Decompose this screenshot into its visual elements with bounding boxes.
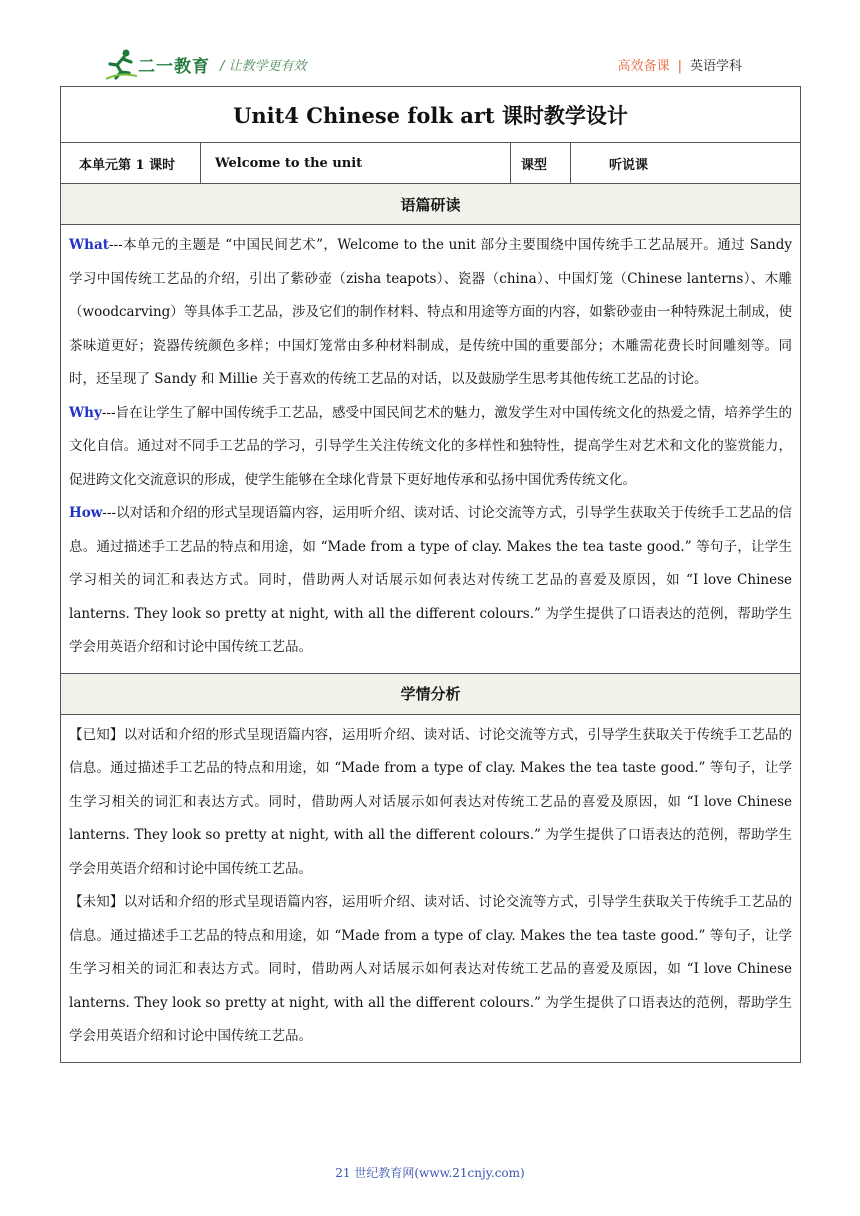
how-label: How [69,505,103,521]
text-study-content [61,225,801,674]
info-row [61,143,801,184]
lesson-name: Welcome to the unit [201,143,511,184]
what-paragraph [69,229,792,397]
learner-analysis-content [61,714,801,1062]
header-right [618,55,742,74]
page-footer: 21 世纪教育网(www.21cnjy.com) [335,1166,525,1180]
logo-text: 二一教育 [138,57,210,77]
how-paragraph [69,497,792,665]
what-text: ---本单元的主题是 “中国民间艺术”，Welcome to the unit 部分主要围绕中国传统手工艺品展开。通过 Sandy 学习中国传统工艺品的介绍，引出了紫砂壶（zisha teapots）、瓷器（china）、中国灯笼（Chinese lanterns）、木雕（woodcarving）等具体手工艺品，涉及它们的制作材料、特点和用途等方面的内容，如紫砂壶由一种特殊泥土制成，使茶味道更好；瓷器传统颜色多样；中国灯笼常由多种材料制成，是传统中国的重要部分；木雕需花费长时间雕刻等。同时，还呈现了 Sandy 和 Millie 关于喜欢的传统工艺品的对话，以及鼓励学生思考其他传统工艺品的讨论。 [69,237,793,387]
lesson-type-label: 课型 [511,143,571,184]
lesson-plan-table [60,86,801,1063]
how-text: ---以对话和介绍的形式呈现语篇内容，运用听介绍、读对话、讨论交流等方式，引导学生获取关于传统手工艺品的信息。通过描述手工艺品的特点和用途，如 “Made from a type of clay. Makes the tea taste good.” 等句子，让学生学习相关的词汇和表达方式。同时，借助两人对话展示如何表达对传统工艺品的喜爱及原因，如 “I love Chinese lanterns. They look so pretty at night, with all the different colours.” 为学生提供了口语表达的范例，帮助学生学会用英语介绍和讨论中国传统工艺品。 [69,505,793,655]
runner-logo-icon [104,48,138,80]
document-title: Unit4 Chinese folk art 课时教学设计 [61,87,801,143]
why-text: ---旨在让学生了解中国传统手工艺品，感受中国民间艺术的魅力，激发学生对中国传统文化的热爱之情，培养学生的文化自信。通过对不同手工艺品的学习，引导学生关注传统文化的多样性和独特性，提高学生对艺术和文化的鉴赏能力，促进跨文化交流意识的形成，使学生能够在全球化背景下更好地传承和弘扬中国优秀传统文化。 [69,404,793,488]
unknown-paragraph: 【未知】以对话和介绍的形式呈现语篇内容，运用听介绍、读对话、讨论交流等方式，引导学生获取关于传统手工艺品的信息。通过描述手工艺品的特点和用途，如 “Made from a type of clay. Makes the tea taste good.” 等句子，让学生学习相关的词汇和表达方式。同时，借助两人对话展示如何表达对传统工艺品的喜爱及原因，如 “I love Chinese lanterns. They look so pretty at night, with all the different colours.” 为学生提供了口语表达的范例，帮助学生学会用英语介绍和讨论中国传统工艺品。 [69,894,793,1044]
lesson-type-value: 听说课 [571,143,801,184]
why-paragraph [69,397,792,498]
page-header [60,44,800,84]
lesson-number: 本单元第 1 课时 [61,143,201,184]
header-separator: | [677,59,682,74]
why-label: Why [69,404,102,421]
known-paragraph: 【已知】以对话和介绍的形式呈现语篇内容，运用听介绍、读对话、讨论交流等方式，引导学生获取关于传统手工艺品的信息。通过描述手工艺品的特点和用途，如 “Made from a type of clay. Makes the tea taste good.” 等句子，让学生学习相关的词汇和表达方式。同时，借助两人对话展示如何表达对传统工艺品的喜爱及原因，如 “I love Chinese lanterns. They look so pretty at night, with all the different colours.” 为学生提供了口语表达的范例，帮助学生学会用英语介绍和讨论中国传统工艺品。 [69,726,793,877]
section-heading-text-study: 语篇研读 [61,184,801,225]
section-heading-learner-analysis: 学情分析 [61,673,801,714]
slogan: / 让教学更有效 [220,59,307,74]
what-label: What [69,237,109,253]
header-subject: 英语学科 [689,59,742,74]
header-label: 高效备课 [617,59,670,74]
